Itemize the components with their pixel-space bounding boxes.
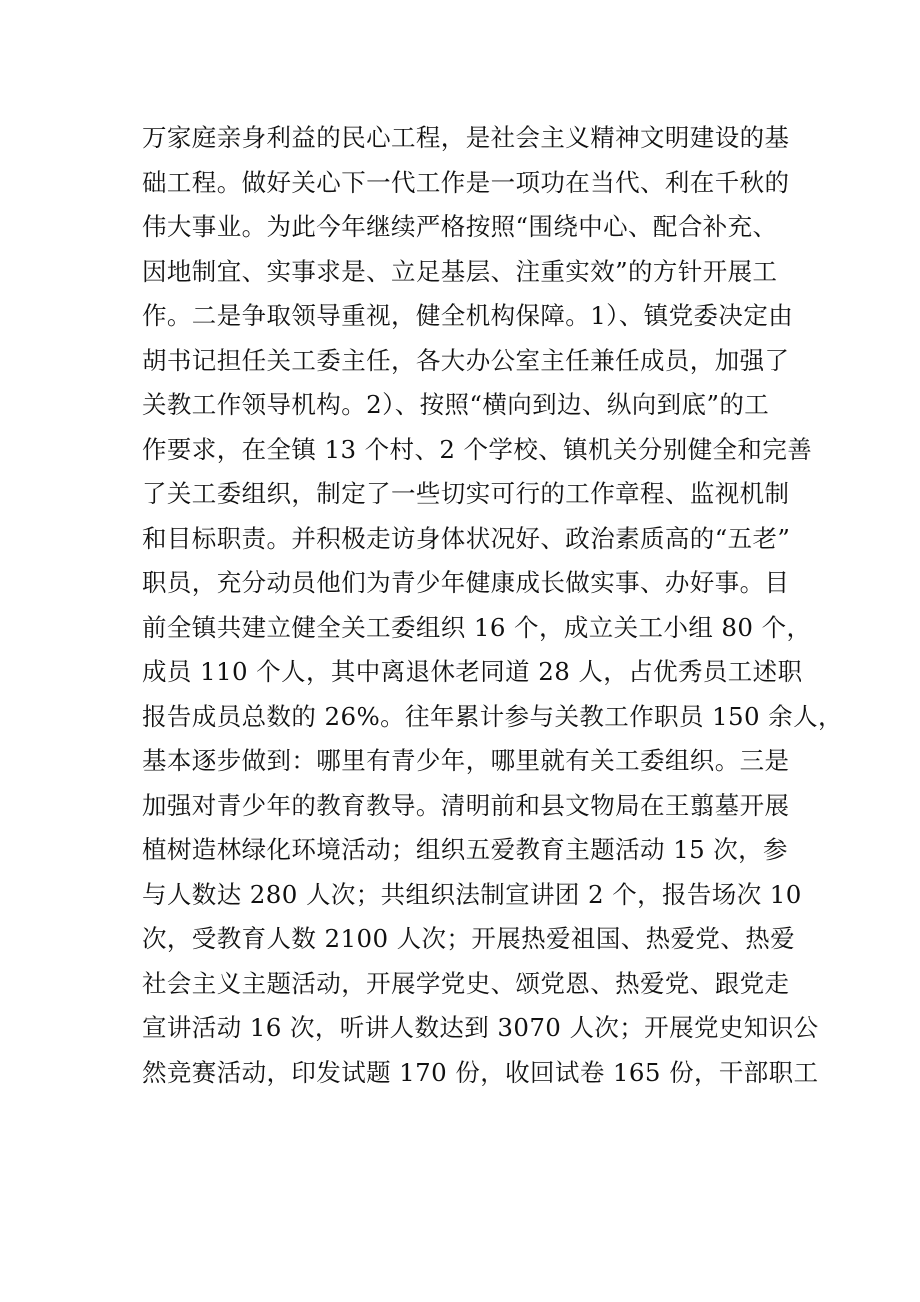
text-line: 植树造林绿化环境活动；组织五爱教育主题活动 15 次，参 — [142, 835, 788, 864]
body-text — [142, 116, 843, 1095]
text-line: 职员，充分动员他们为青少年健康成长做实事、办好事。目 — [142, 568, 790, 597]
text-line: 和目标职责。并积极走访身体状况好、政治素质高的“五老” — [142, 523, 791, 553]
text-line: 加强对青少年的教育教导。清明前和县文物局在王翦墓开展 — [142, 790, 790, 820]
text-line: 了关工委组织，制定了一些切实可行的工作章程、监视机制 — [142, 479, 790, 508]
text-line: 作要求，在全镇 13 个村、2 个学校、镇机关分别健全和完善 — [142, 434, 813, 464]
text-line: 宣讲活动 16 次，听讲人数达到 3070 人次；开展党史知识公 — [142, 1013, 819, 1042]
text-line: 因地制宜、实事求是、立足基层、注重实效”的方针开展工 — [142, 256, 778, 286]
text-line: 次，受教育人数 2100 人次；开展热爱祖国、热爱党、热爱 — [142, 924, 796, 953]
text-line: 报告成员总数的 26%。往年累计参与关教工作职员 150 余人， — [142, 701, 843, 731]
text-line: 关教工作领导机构。2）、按照“横向到边、纵向到底”的工 — [142, 390, 770, 419]
text-line: 然竞赛活动，印发试题 170 份，收回试卷 165 份，干部职工 — [142, 1057, 819, 1087]
text-line: 基本逐步做到：哪里有青少年，哪里就有关工委组织。三是 — [142, 746, 790, 775]
text-line: 胡书记担任关工委主任，各大办公室主任兼任成员，加强了 — [142, 345, 790, 375]
text-line: 作。二是争取领导重视，健全机构保障。1）、镇党委决定由 — [142, 301, 794, 330]
text-line: 础工程。做好关心下一代工作是一项功在当代、利在千秋的 — [142, 167, 790, 197]
text-line: 与人数达 280 人次；共组织法制宣讲团 2 个，报告场次 10 — [142, 879, 802, 909]
text-line: 伟大事业。为此今年继续严格按照“围绕中心、配合补充、 — [142, 212, 778, 241]
text-line: 成员 110 个人，其中离退休老同道 28 人，占优秀员工述职 — [142, 657, 803, 686]
text-line: 万家庭亲身利益的民心工程，是社会主义精神文明建设的基 — [142, 123, 790, 152]
text-line: 前全镇共建立健全关工委组织 16 个，成立关工小组 80 个， — [142, 612, 812, 642]
text-line: 社会主义主题活动，开展学党史、颂党恩、热爱党、跟党走 — [142, 968, 790, 998]
